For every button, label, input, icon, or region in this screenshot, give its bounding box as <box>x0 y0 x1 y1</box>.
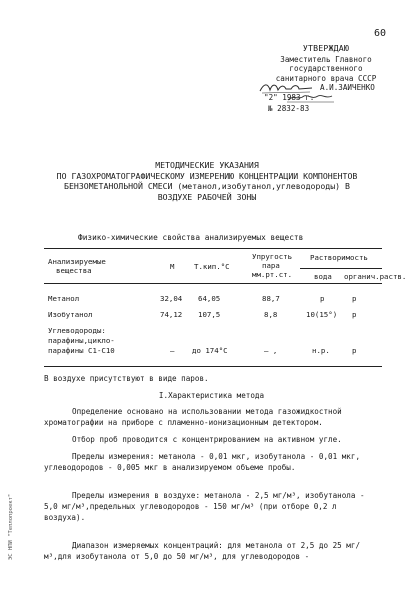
col-header-vp: мм.рт.ст. <box>252 270 293 279</box>
document-title <box>42 160 372 202</box>
col-header-water: вода <box>314 272 332 281</box>
col-header-vp: Упругость <box>252 252 293 261</box>
body-paragraph: В воздухе присутствуют в виде паров. <box>44 374 209 383</box>
col-header-vp: пара <box>262 261 280 270</box>
col-header-substance: Анализируемые <box>48 257 106 266</box>
row-vp: – , <box>264 346 278 355</box>
row-vp: 8,8 <box>264 310 278 319</box>
body-paragraph: Пределы измерения в воздухе: метанола - 2,5 мг/м³, изобутанола - 5,0 мг/м³,предельных углеводородов - 150 мг/м³ (при отборе 0,2 л воздуха). <box>44 491 365 523</box>
table-rule-head <box>44 283 382 284</box>
col-header-m: М <box>170 262 175 271</box>
row-vp: 88,7 <box>262 294 280 303</box>
row-bp: 107,5 <box>198 310 221 319</box>
handwritten-date-scrawl <box>286 92 336 103</box>
approver-name: А.И.ЗАИЧЕНКО <box>320 83 375 92</box>
body-paragraph: Отбор проб проводится с концентрированием на активном угле. <box>72 435 342 444</box>
title-line: ВОЗДУХЕ РАБОЧЕЙ ЗОНЫ <box>157 191 257 202</box>
row-m: 32,04 <box>160 294 183 303</box>
title-line: ПО ГАЗОХРОМАТОГРАФИЧЕСКОМУ ИЗМЕРЕНИЮ КОНЦЕНТРАЦИИ КОМПОНЕНТОВ <box>56 170 358 181</box>
title-line: БЕНЗОМЕТАНОЛЬНОЙ СМЕСИ (метанол,изобутанол,углеводороды) В <box>64 181 350 192</box>
body-paragraph: Определение основано на использовании метода газожидкостной хроматографии на приборе с пламенно-ионизационным детектором. <box>44 407 342 428</box>
row-substance: Изобутанол <box>48 310 93 319</box>
approval-position-line: государственного <box>289 64 363 73</box>
col-header-substance: вещества <box>56 266 92 275</box>
row-substance: Углеводороды: <box>48 326 106 335</box>
title-line: МЕТОДИЧЕСКИЕ УКАЗАНИЯ <box>155 160 259 170</box>
col-header-solubility: Растворимость <box>310 253 368 262</box>
row-water: н.р. <box>312 346 330 355</box>
row-m: 74,12 <box>160 310 183 319</box>
approval-date: "2" 1983 г. <box>264 93 315 102</box>
approval-number: № 2832-83 <box>268 104 310 113</box>
row-substance: парафины C1-C10 <box>48 346 115 355</box>
col-header-bp: Т.кип.°С <box>194 262 230 271</box>
table-rule-sub <box>300 268 382 269</box>
body-paragraph: Пределы измерения: метанола - 0,01 мкг, изобутанола - 0,01 мкг, углеводородов - 0,005 мкг в анализируемом объеме пробы. <box>44 452 361 473</box>
row-bp: 64,05 <box>198 294 221 303</box>
approval-position-line: Заместитель Главного <box>280 54 372 64</box>
table-caption: Физико-химические свойства анализируемых веществ <box>78 233 304 242</box>
approval-block <box>256 44 396 115</box>
row-organic: р <box>352 310 357 319</box>
row-water: 10(15°) <box>306 310 338 319</box>
col-header-organic: органич.раств. <box>344 272 407 281</box>
table-rule-top <box>44 248 382 249</box>
table-rule-bottom <box>44 366 382 367</box>
row-water: р <box>320 294 325 303</box>
row-bp: до 174°С <box>192 346 228 355</box>
row-m: – <box>170 346 175 355</box>
row-organic: р <box>352 346 357 355</box>
row-substance: парафины,цикло- <box>48 336 115 345</box>
row-substance: Метанол <box>48 294 80 303</box>
approval-position-line: санитарного врача СССР <box>275 73 377 83</box>
row-organic: р <box>352 294 357 303</box>
page-number: 60 <box>373 28 386 39</box>
side-stamp: ЭС НПИ "Теплопроект" <box>8 493 14 560</box>
section-heading: I.Характеристика метода <box>158 391 265 400</box>
approval-title: УТВЕРЖДАЮ <box>302 43 350 53</box>
body-paragraph: Диапазон измеряемых концентраций: для метанола от 2,5 до 25 мг/м³,для изобутанола от 5,0 до 50 мг/м³, для углеводородов - <box>44 541 361 562</box>
